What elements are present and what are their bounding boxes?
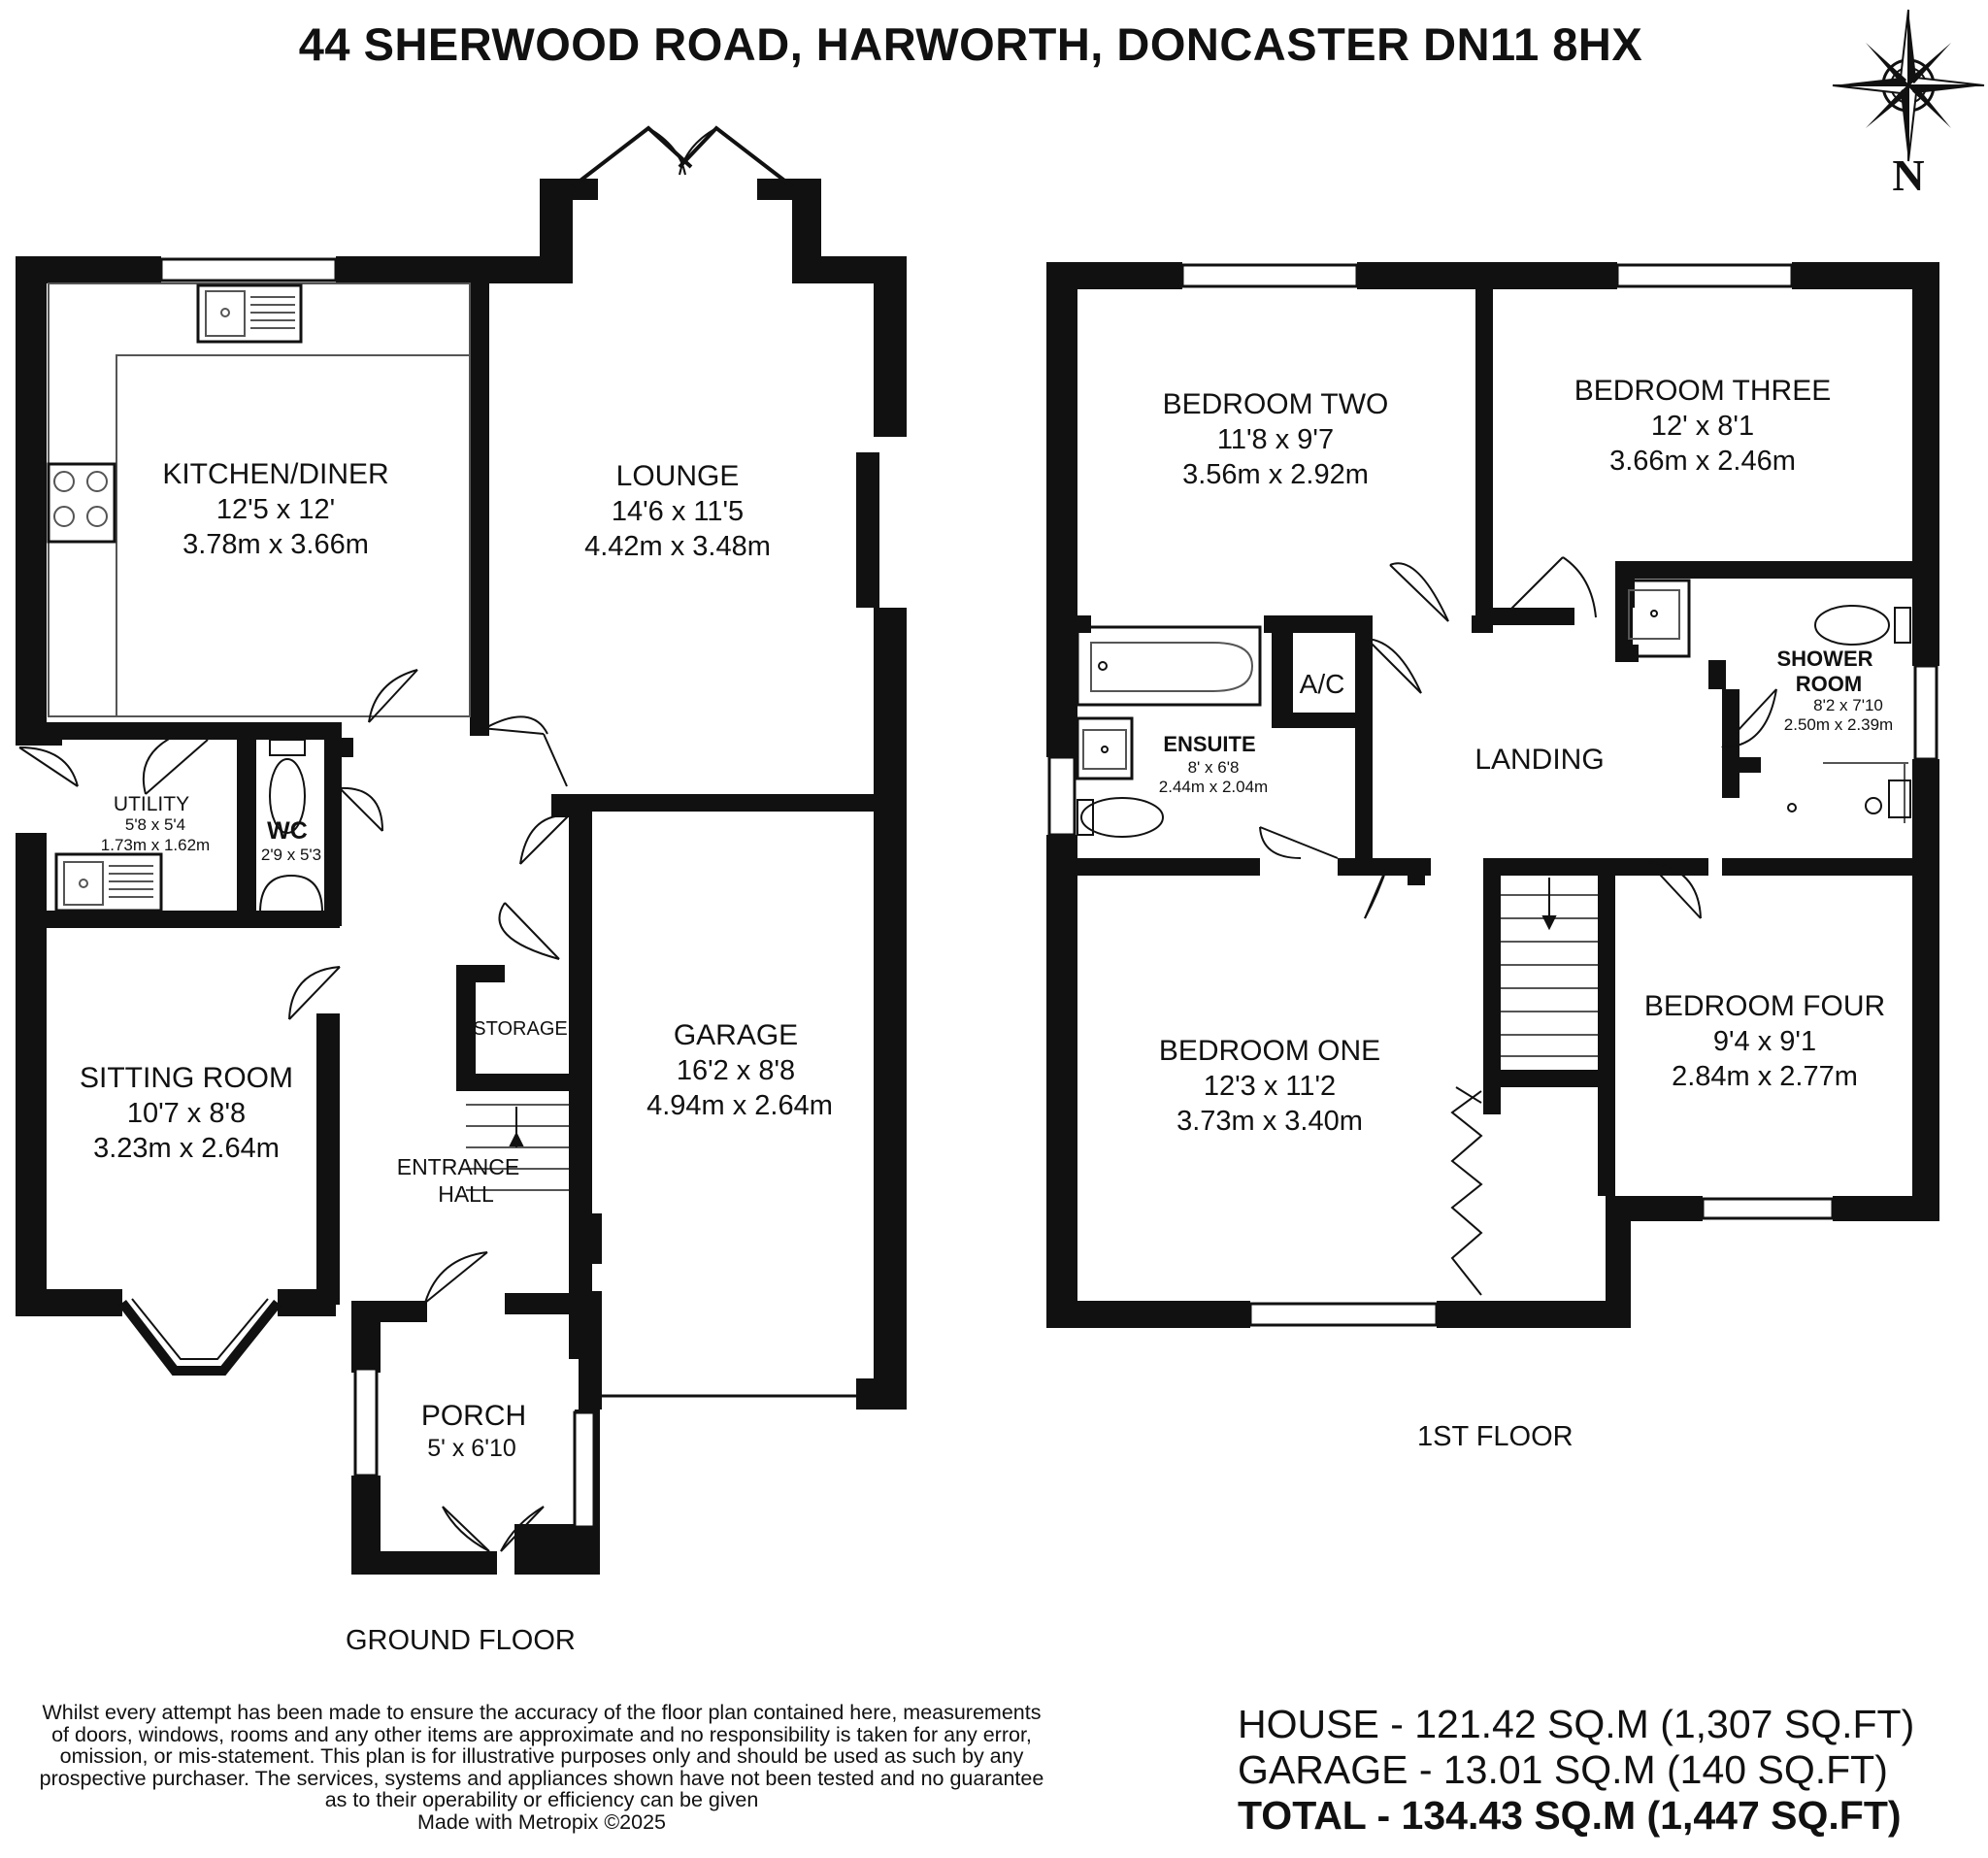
- bedroom-two-metric: 3.56m x 2.92m: [1182, 459, 1369, 490]
- ensuite-metric: 2.44m x 2.04m: [1158, 778, 1269, 796]
- ground-floor-walls: [16, 179, 907, 1575]
- landing-name: LANDING: [1474, 744, 1605, 776]
- first-floor-doors: [1260, 557, 1776, 1295]
- bedroom-four-imperial: 9'4 x 9'1: [1712, 1026, 1817, 1057]
- compass-north-label: N: [1892, 150, 1925, 200]
- kitchen-name: KITCHEN/DINER: [162, 458, 389, 490]
- kitchen-metric: 3.78m x 3.66m: [182, 529, 369, 560]
- garage-name: GARAGE: [673, 1019, 799, 1051]
- hall-name-line1: ENTRANCE: [396, 1154, 520, 1179]
- ground-floor-label: GROUND FLOOR: [346, 1625, 576, 1656]
- shower-room-name-line1: SHOWER: [1776, 647, 1873, 671]
- lounge-imperial: 14'6 x 11'5: [611, 496, 745, 527]
- lounge-metric: 4.42m x 3.48m: [584, 531, 771, 562]
- disclaimer-credit: Made with Metropix ©2025: [416, 1809, 667, 1834]
- lounge-name: LOUNGE: [615, 460, 740, 492]
- sitting-room-imperial: 10'7 x 8'8: [126, 1098, 247, 1129]
- utility-name: UTILITY: [113, 793, 190, 815]
- disclaimer-line: of doors, windows, rooms and any other items are approximate and no responsibility is taken for any error,: [51, 1722, 1032, 1746]
- first-floor-labels: [1159, 375, 1893, 1137]
- compass-rose-icon: [1833, 10, 1984, 161]
- porch-imperial: 5' x 6'10: [427, 1435, 516, 1462]
- bedroom-four-name: BEDROOM FOUR: [1643, 990, 1886, 1022]
- garage-imperial: 16'2 x 8'8: [676, 1055, 796, 1086]
- house-area: HOUSE - 121.42 SQ.M (1,307 SQ.FT): [1238, 1702, 1915, 1746]
- utility-imperial: 5'8 x 5'4: [124, 815, 186, 834]
- sitting-room-metric: 3.23m x 2.64m: [93, 1133, 280, 1164]
- kitchen-imperial: 12'5 x 12': [215, 494, 336, 525]
- bedroom-two-imperial: 11'8 x 9'7: [1216, 424, 1335, 455]
- disclaimer: [0, 1702, 1083, 1833]
- bedroom-one-imperial: 12'3 x 11'2: [1203, 1071, 1337, 1102]
- porch-name: PORCH: [420, 1400, 527, 1432]
- total-area: TOTAL - 134.43 SQ.M (1,447 SQ.FT): [1238, 1793, 1902, 1838]
- garage-area: GARAGE - 13.01 SQ.M (140 SQ.FT): [1238, 1747, 1888, 1792]
- shower-room-name-line2: ROOM: [1795, 672, 1863, 696]
- bedroom-three-imperial: 12' x 8'1: [1650, 411, 1755, 442]
- shower-room-imperial: 8'2 x 7'10: [1813, 696, 1883, 714]
- address-title: 44 SHERWOOD ROAD, HARWORTH, DONCASTER DN11 8HX: [298, 18, 1643, 70]
- ensuite-imperial: 8' x 6'8: [1187, 758, 1240, 777]
- area-summary: [1238, 1702, 1985, 1839]
- hall-name-line2: HALL: [438, 1181, 494, 1207]
- storage-name: STORAGE: [473, 1018, 568, 1040]
- sitting-room-name: SITTING ROOM: [80, 1062, 293, 1094]
- bedroom-three-metric: 3.66m x 2.46m: [1609, 446, 1796, 477]
- bedroom-three-name: BEDROOM THREE: [1574, 375, 1832, 407]
- disclaimer-line: omission, or mis-statement. This plan is for illustrative purposes only and should be used as such by any: [59, 1744, 1024, 1768]
- wc-imperial: 2'9 x 5'3: [260, 846, 322, 864]
- bedroom-one-metric: 3.73m x 3.40m: [1176, 1106, 1363, 1137]
- garage-metric: 4.94m x 2.64m: [646, 1090, 833, 1121]
- disclaimer-line: Whilst every attempt has been made to ensure the accuracy of the floor plan contained here, measurements: [42, 1701, 1042, 1724]
- disclaimer-line: as to their operability or efficiency can be given: [324, 1788, 759, 1811]
- bedroom-four-metric: 2.84m x 2.77m: [1672, 1061, 1858, 1092]
- ensuite-name: ENSUITE: [1163, 732, 1256, 756]
- bedroom-one-name: BEDROOM ONE: [1158, 1035, 1381, 1067]
- ground-floor-labels: [80, 458, 833, 1462]
- shower-room-metric: 2.50m x 2.39m: [1783, 715, 1894, 734]
- disclaimer-line: prospective purchaser. The services, systems and appliances shown have not been tested and no guarantee: [39, 1766, 1044, 1790]
- utility-metric: 1.73m x 1.62m: [100, 836, 211, 854]
- first-floor-label: 1ST FLOOR: [1417, 1421, 1574, 1452]
- bedroom-two-name: BEDROOM TWO: [1162, 388, 1389, 420]
- ac-name: A/C: [1299, 669, 1345, 699]
- wc-name: WC: [267, 817, 308, 845]
